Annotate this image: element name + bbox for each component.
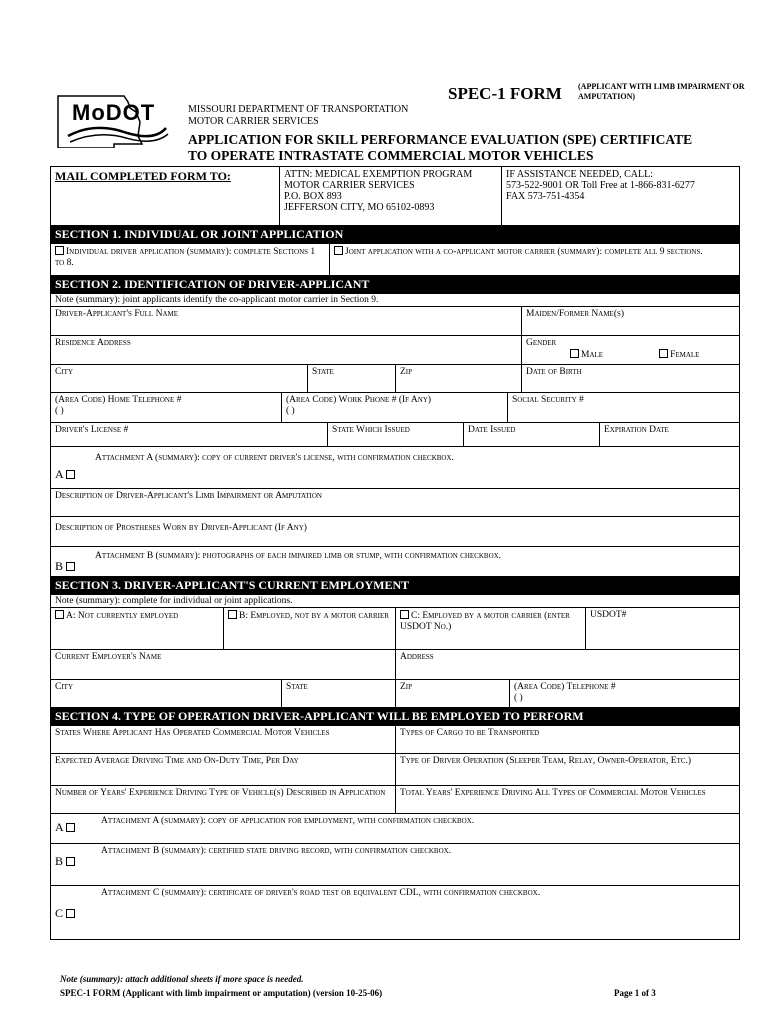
attachment-a-checkbox[interactable] xyxy=(66,470,75,479)
section-1-header: SECTION 1. INDIVIDUAL OR JOINT APPLICATION xyxy=(51,225,739,243)
employment-a-label: A: Not currently employed xyxy=(66,611,179,621)
dob-field[interactable]: Date of Birth xyxy=(521,365,739,392)
home-phone-field[interactable] xyxy=(51,393,281,422)
s4-attachment-b-checkbox[interactable] xyxy=(66,857,75,866)
maiden-name-field[interactable]: Maiden/Former Name(s) xyxy=(521,307,739,335)
attachment-a-instruction: Attachment A (summary): copy of current driver's license, with confirmation checkbox. xyxy=(95,453,454,463)
mail-address-line: P.O. BOX 893 xyxy=(284,191,342,202)
employment-a-checkbox[interactable] xyxy=(55,610,64,619)
section-4-header: SECTION 4. TYPE OF OPERATION DRIVER-APPLICANT WILL BE EMPLOYED TO PERFORM xyxy=(51,707,739,725)
employment-option-b[interactable] xyxy=(223,608,395,649)
area-code-blank: ( ) xyxy=(514,693,523,703)
s4-attachment-a-marker xyxy=(51,814,97,843)
s4-attachment-a-instruction: Attachment A (summary): copy of application for employment, with confirmation checkbox. xyxy=(101,816,475,826)
attachment-b-instruction: Attachment B (summary): photographs of each impaired limb or stump, with confirmation checkbox. xyxy=(95,551,502,561)
area-code-blank: ( ) xyxy=(55,406,64,416)
attachment-b-checkbox[interactable] xyxy=(66,562,75,571)
area-code-blank: ( ) xyxy=(286,406,295,416)
date-issued-field[interactable]: Date Issued xyxy=(463,423,599,446)
application-title-line-2: TO OPERATE INTRASTATE COMMERCIAL MOTOR VEHICLES xyxy=(188,148,594,163)
department-name: MISSOURI DEPARTMENT OF TRANSPORTATION xyxy=(188,104,409,115)
mail-address-line: JEFFERSON CITY, MO 65102-0893 xyxy=(284,202,435,213)
city-field[interactable]: City xyxy=(55,367,73,377)
section-4-attachment-b xyxy=(51,843,739,885)
state-issued-field[interactable]: State Which Issued xyxy=(327,423,463,446)
employment-c-label: C: Employed by a motor carrier (enter USDOT No.) xyxy=(400,611,570,632)
employer-zip-field[interactable]: Zip xyxy=(395,680,509,707)
s4-attachment-b-marker xyxy=(51,844,97,885)
female-label: Female xyxy=(670,350,700,360)
section-4-attachment-a xyxy=(51,813,739,843)
section-3-header: SECTION 3. DRIVER-APPLICANT'S CURRENT EMPLOYMENT xyxy=(51,576,739,594)
prostheses-row xyxy=(51,516,739,546)
division-name: MOTOR CARRIER SERVICES xyxy=(188,116,319,127)
employment-option-c[interactable] xyxy=(395,608,585,649)
attachment-b-marker xyxy=(51,547,91,576)
assistance-line: IF ASSISTANCE NEEDED, CALL: xyxy=(506,169,653,180)
logo-text: MoDOT xyxy=(72,100,156,125)
employer-address-field[interactable]: Address xyxy=(395,650,739,679)
employer-state-field[interactable]: State xyxy=(281,680,395,707)
assistance-line: FAX 573-751-4354 xyxy=(506,191,585,202)
employer-row xyxy=(51,649,739,679)
form-subtitle: (APPLICANT WITH LIMB IMPAIRMENT OR AMPUTATION) xyxy=(578,82,745,101)
employment-options xyxy=(51,607,739,649)
attachment-a-letter: A xyxy=(55,467,64,481)
mail-label: MAIL COMPLETED FORM TO: xyxy=(55,169,231,183)
employer-location-row xyxy=(51,679,739,707)
residence-field[interactable]: Residence Address xyxy=(55,338,131,348)
mail-address-line: ATTN: MEDICAL EXEMPTION PROGRAM xyxy=(284,169,473,180)
page-number: Page 1 of 3 xyxy=(614,988,656,998)
gender-field xyxy=(521,336,739,364)
application-title xyxy=(188,132,692,164)
s4-attachment-a-checkbox[interactable] xyxy=(66,823,75,832)
employer-city-field[interactable]: City xyxy=(55,682,73,692)
form-version: SPEC-1 FORM (Applicant with limb impairment or amputation) (version 10-25-06) xyxy=(60,988,383,998)
individual-instruction: Individual driver application (summary): complete Sections 1 to 8. xyxy=(55,247,316,268)
work-phone-label: (Area Code) Work Phone # (If Any) xyxy=(286,395,432,405)
section-2-header: SECTION 2. IDENTIFICATION OF DRIVER-APPLICANT xyxy=(51,275,739,293)
vehicle-experience-field[interactable]: Number of Years' Experience Driving Type of Vehicle(s) Described in Application xyxy=(55,788,386,798)
section-3-note: Note (summary): complete for individual or joint applications. xyxy=(51,594,739,607)
mail-address-line: MOTOR CARRIER SERVICES xyxy=(284,180,415,191)
s4-attachment-b-letter: B xyxy=(55,854,64,868)
limb-description-field[interactable]: Description of Driver-Applicant's Limb Impairment or Amputation xyxy=(55,491,322,501)
employment-b-label: B: Employed, not by a motor carrier xyxy=(239,611,389,621)
employer-phone-label: (Area Code) Telephone # xyxy=(514,682,616,692)
license-number-field[interactable]: Driver's License # xyxy=(55,425,129,435)
joint-checkbox[interactable] xyxy=(334,246,343,255)
female-checkbox[interactable] xyxy=(659,349,668,358)
form-title: SPEC-1 FORM xyxy=(448,84,562,103)
department-block xyxy=(188,104,408,128)
name-row xyxy=(51,306,739,335)
state-field[interactable]: State xyxy=(307,365,395,392)
full-name-field[interactable]: Driver-Applicant's Full Name xyxy=(55,309,178,319)
expiration-field[interactable]: Expiration Date xyxy=(599,423,739,446)
male-label: Male xyxy=(581,350,604,360)
work-phone-field[interactable] xyxy=(281,393,507,422)
employment-c-checkbox[interactable] xyxy=(400,610,409,619)
employment-b-checkbox[interactable] xyxy=(228,610,237,619)
s4-attachment-b-instruction: Attachment B (summary): certified state driving record, with confirmation checkbox. xyxy=(101,846,452,856)
license-row xyxy=(51,422,739,446)
employer-phone-field[interactable] xyxy=(509,680,739,707)
zip-field[interactable]: Zip xyxy=(395,365,521,392)
s4-attachment-a-letter: A xyxy=(55,820,64,834)
s4-attachment-c-letter: C xyxy=(55,906,64,920)
states-operated-field[interactable]: States Where Applicant Has Operated Commercial Motor Vehicles xyxy=(55,728,330,738)
home-phone-label: (Area Code) Home Telephone # xyxy=(55,395,182,405)
limb-row xyxy=(51,488,739,516)
form-body xyxy=(50,166,740,940)
total-experience-field[interactable]: Total Years' Experience Driving All Types of Commercial Motor Vehicles xyxy=(395,786,739,813)
individual-option[interactable] xyxy=(51,244,329,275)
attachment-a-marker xyxy=(51,447,91,488)
residence-row xyxy=(51,335,739,364)
mail-address xyxy=(279,167,501,225)
form-header xyxy=(50,78,745,166)
gender-label: Gender xyxy=(526,338,557,348)
modot-logo xyxy=(54,92,174,148)
assistance-line: 573-522-9001 OR Toll Free at 1-866-831-6277 xyxy=(506,180,695,191)
joint-option[interactable] xyxy=(329,244,739,275)
operation-row-1 xyxy=(51,725,739,753)
driving-time-field[interactable]: Expected Average Driving Time and On-Duty Time, Per Day xyxy=(55,756,299,766)
individual-checkbox[interactable] xyxy=(55,246,64,255)
joint-instruction: Joint application with a co-applicant motor carrier (summary): complete all 9 sections. xyxy=(345,247,703,257)
attachment-a-row xyxy=(51,446,739,488)
section-1-options xyxy=(51,243,739,275)
section-4-attachment-c xyxy=(51,885,739,939)
operation-row-2 xyxy=(51,753,739,785)
s4-attachment-c-checkbox[interactable] xyxy=(66,909,75,918)
assistance-contact xyxy=(501,167,739,225)
male-checkbox[interactable] xyxy=(570,349,579,358)
city-row xyxy=(51,364,739,392)
s4-attachment-c-marker xyxy=(51,886,97,939)
attachment-b-letter: B xyxy=(55,559,64,573)
operation-type-field[interactable]: Type of Driver Operation (Sleeper Team, Relay, Owner-Operator, Etc.) xyxy=(395,754,739,785)
section-2-note: Note (summary): joint applicants identify the co-applicant motor carrier in Section 9. xyxy=(51,293,739,306)
attachment-b-row xyxy=(51,546,739,576)
application-title-line-1: APPLICATION FOR SKILL PERFORMANCE EVALUATION (SPE) CERTIFICATE xyxy=(188,132,693,147)
employer-name-field[interactable]: Current Employer's Name xyxy=(55,652,162,662)
usdot-field[interactable]: USDOT# xyxy=(585,608,739,649)
employment-option-a[interactable] xyxy=(51,608,223,649)
operation-row-3 xyxy=(51,785,739,813)
additional-space-note: Note (summary): attach additional sheets if more space is needed. xyxy=(60,974,304,984)
ssn-field[interactable]: Social Security # xyxy=(507,393,739,422)
cargo-types-field[interactable]: Types of Cargo to be Transported xyxy=(395,726,739,753)
phone-row xyxy=(51,392,739,422)
mail-row xyxy=(51,167,739,225)
s4-attachment-c-instruction: Attachment C (summary): certificate of driver's road test or equivalent CDL, with confirmation checkbox. xyxy=(101,888,541,898)
prostheses-description-field[interactable]: Description of Prostheses Worn by Driver-Applicant (If Any) xyxy=(55,523,307,533)
